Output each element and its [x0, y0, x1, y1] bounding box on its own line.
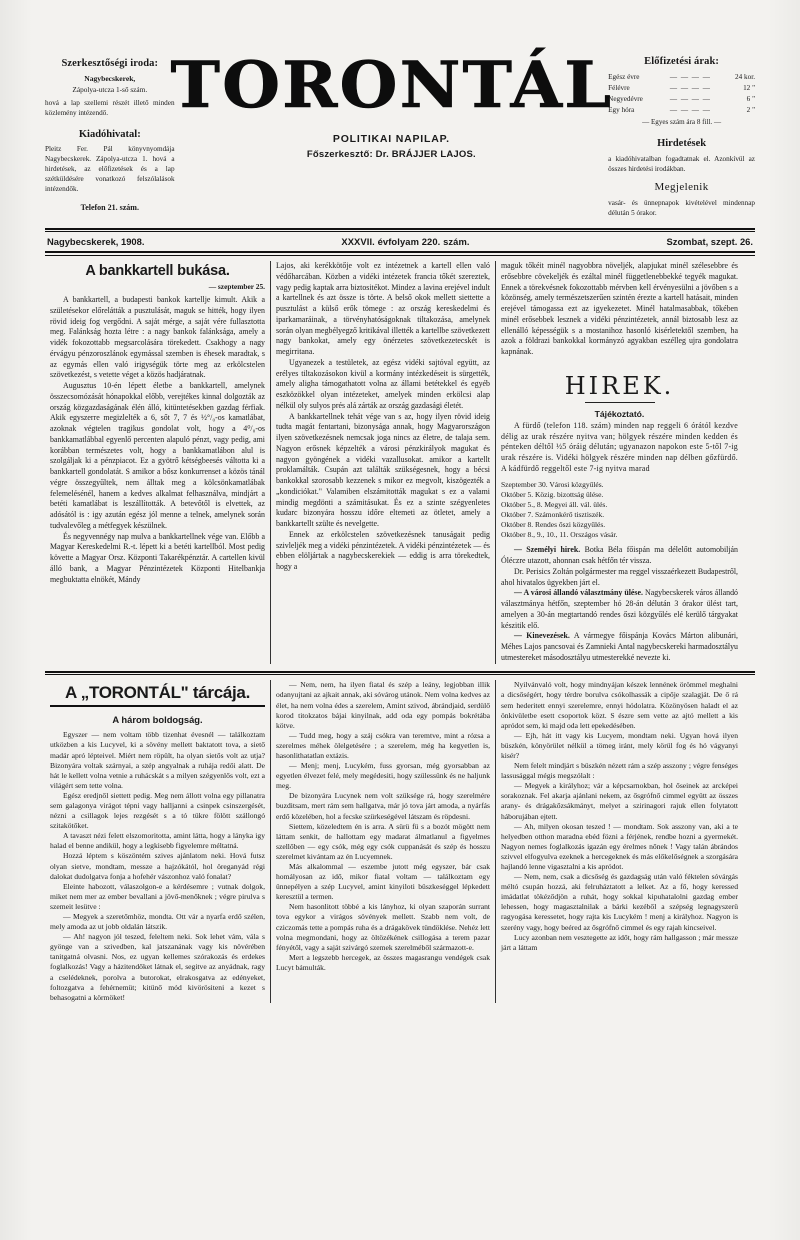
tajekoztato-text: A fürdő (telefon 118. szám) minden nap reggeli 6 órától kezdve délig az urak részére nyitva van; hölgyek részére minden kedden és pénteken déltől ½5 óráig délután; ugyanazon napokon este 5-től 7-ig urak részére is. Vidéki hölgyek részére minden nap délben gőzfürdő. A kádfürdő reggeltől este 7-ig nyitva marad — [501, 420, 738, 473]
telephone-number: Telefon 21. szám. — [80, 202, 139, 212]
price-dashes: — — — — — [669, 83, 711, 92]
price-value: 12 " — [743, 83, 755, 92]
section-divider-thick — [45, 671, 755, 673]
feuilleton-paragraph: Egyszer — nem voltam több tizenhat évesnél — találkoztam utközben a kis Lucyvel, ki a sövény mellett baktatott tova, a siető madár apró lépteivel. Miért nem röpült, ha olyan sietős volt az utja? Bizonyára voltak szárnyai, a szép angyalnak a ruhája redői alatt. De hát le kellett volna vetnie a ruhácskát s a milyen szégyenlős volt, ezt a világért sem tette volna. — [50, 730, 265, 790]
publication-heading: Megjelenik — [654, 180, 709, 193]
article-headline: A bankkartell bukása. — [85, 263, 230, 280]
feuilleton-paragraph: De bizonyára Lucynek nem volt szüksége rá, hogy szerelmére buzditsam, mert rám sem hallgatva, már jó tova járt amoda, a nyárfás erdő közelében, hol a fecske szürkeségével látszam és röpdesni. — [276, 791, 490, 821]
editor-in-chief: Főszerkesztő: Dr. BRÁJJER LAJOS. — [306, 148, 476, 160]
list-item: Október 8. Rendes őszi közgyűlés. — [501, 520, 606, 530]
list-item: Október 7. Számonkérő tisztiszék. — [501, 509, 605, 519]
feuilleton-paragraph: Más alkalommal — eszembe jutott még egyszer, bár csak homályosan az idő, mikor fiatal voltam — találkoztam egy ünnepélyen a szép Lucyvel, amint kinyiloti büszkeséggel lépkedett keresztül a termen. — [276, 862, 490, 902]
feuilleton-paragraph: A tavaszt nézi felett elszomoritotta, amint látta, hogy a lányka igy halad el benne andikül, hogy a legkisebb figyelemre méltatná. — [50, 831, 265, 851]
article-paragraph: Ennek az erkölcstelen szövetkezésnek tanuságait pedig szivleljék meg a vidéki pénzintézetek. A vidéki pénzintézetek — és ebben elöljártak a nagybecskerekiek — eddig is arra törekedtek, hogy a — [276, 529, 490, 572]
section-divider — [45, 671, 755, 676]
news-item-label: — A városi állandó választmány ülése. — [514, 588, 643, 598]
price-row — [608, 94, 755, 105]
editorial-office-heading: Szerkesztőségi iroda: — [61, 58, 159, 69]
editorial-office-note: hová a lap szellemi részét illető minden közlemény intézendő. — [45, 98, 175, 117]
dateline-bar — [45, 232, 755, 251]
news-item-text: Nagybecskerek város állandó választmánya hétfőn, szeptember hó 28-án délután 3 órakor ülést tart, amelyen a 30-án megtartandó rendes őszi közgyűlés elé kerülő tárgyakat készitik elő. — [501, 588, 738, 630]
price-row — [608, 71, 755, 82]
feuilleton-paragraph: — Nem, nem, ha ilyen fiatal és szép a leány, legjobban illik odanyujtani az ajkait annak, aki sóvárog utánok. Nem volna kedves az élet, ha nem volna édes a szerelem, Amint szivod, ábrándjaid, serdülő korod titokzatos bájai kinyilnak, add oda egy pompás bokrétába kötve. — [276, 680, 490, 730]
list-item: Október 8., 9., 10., 11. Országos vásár. — [501, 530, 618, 540]
editorial-office-city: Nagybecskerek, — [84, 74, 136, 84]
hirek-heading-rule — [585, 402, 655, 403]
feuilleton-paragraph: Egész eredjnől siettett pedig. Meg nem állott volna egy pillanatra sem galagonya virágot tépni vagy halljanni a csinpek csinszergését, nézni a csillagok lejes rezgését s a tó tükre fölött szállongó szitakötőket. — [50, 790, 265, 831]
feuilleton-paragraph: — Megyek a szeretőmhöz, mondta. Ott vár a nyarfa erdő szélen, mely amoda az ut jobb oldalán látszik. — [50, 912, 265, 932]
newspaper-subtitle: POLITIKAI NAPILAP. — [332, 132, 450, 145]
price-label: Félévre — [608, 83, 630, 92]
news-item-label: — Személyi hirek. — [514, 545, 581, 555]
news-item-text: A vármegye főispánja Kovács Márton alibunári, Méhes Lajos pancsovai és Zamnieki Antal nagybecskereki harmadosztályu utmestereket másodosztályu utmesterekké nevezte ki. — [501, 631, 738, 662]
price-row — [608, 105, 755, 116]
feuilleton-paragraph: Hozzá léptem s köszöntém szives ajánlatom neki. Hová futsz olyan sietve, mondtam, messze a hajzókától, hol öreganyád régi dalokat dudolgatva fonja a hofehér vászonhoz való fonalat? — [50, 851, 265, 881]
section-divider-thin — [45, 674, 755, 675]
dateline-divider-thin — [45, 255, 755, 256]
price-value: 24 kor. — [735, 72, 755, 81]
news-item — [501, 545, 738, 567]
feuilleton-paragraph: Nyilvánvaló volt, hogy mindnyájan készek lennének örömmel meghalni a dicsőségért, hogy térdre borulva csókolhassák a cipője szalagját. De ő rá sem hederitett ennyi szerelemre, ennyi hódolatra. Közönyösen haladt el az önkivületbe esett csoportok közt. S észre sem vette az ajtó mellett a kis apródot sem, ki majd oda lett epekedésében. — [501, 680, 738, 730]
feuilleton-paragraph: — Nem, nem, csak a dicsőség és gazdagság után való féktelen sóvárgás méltó csupán hozzá, aki felruháztatott a lelket. Az a fő, hogy keressed imádatlat tökéződjön a ruhát, hogy sokkal kipuhatalolni gazdag ember lehessen, hogy magasztalnilak a bárki kezéből a szépség legnagyszerü ragyogása keressetet, hogy rajta kis Lucykém ! menj a királyhoz. Nagyon is szerény vagy, hogy beéred az ősgrófnő cimmel és egy rajah kincseivel. — [501, 872, 738, 932]
page-sheet — [45, 42, 755, 1003]
price-label: Egész évre — [608, 72, 640, 81]
publishing-office-heading: Kiadóhivatal: — [78, 128, 141, 140]
feuilleton-paragraph: — Menj; menj, Lucykém, fuss gyorsan, még gyorsabban az egyetlen élvezet felé, mely megédesiti, hogy szülessünk és ne haljunk meg. — [276, 761, 490, 791]
single-copy-price: — Egyes szám ára 8 fill. — — [642, 118, 722, 127]
editorial-office-street: Zápolya-utcza 1-ső szám. — [72, 85, 148, 95]
feuilleton-paragraph: — Ah, milyen okosan teszed ! — mondtam. Sok asszony van, aki a te helyedben otthon maradna ebéd fözni a férjének, rendbe hozni a gyermekét. Nagyon nemes foglalkozás igazán egy érelmes nőnek ! Vagy talán ábrándos szivvel elfogyulva ezeknek a hercegeknek és más előkelőségnek a szorgására hajlandó lenne vigasztalni a kis apródot. — [501, 821, 738, 872]
publication-note: vasár- és ünnepnapok kivételével mindennap délután 5 órakor. — [608, 198, 755, 217]
price-rows — [608, 71, 755, 116]
dateline-place: Nagybecskerek, 1908. — [47, 236, 145, 248]
article-paragraph: Ugyanezek a testületek, az egész vidéki sajtóval együtt, az erélyes tiltakozásokon kivül a kormány intézkedéseit is sürgették, amely aligha támogathatott volna az állami betétekkel és egyéb eszközökkel olyan intézeteket, amelyek minden erkölcsi alap nélkül oly sulyos prés alá zárták az ország gazdasági életét. — [276, 357, 490, 410]
calendar-list — [501, 480, 738, 541]
feuilleton-paragraph: — Tudd meg, hogy a száj csókra van teremtve, mint a rózsa a szerelmes méhek ölelgetésére ; a szerelem, még ha kegyetlen is, hasonlithatatlan extázis. — [276, 730, 490, 760]
price-row — [608, 82, 755, 93]
dateline-divider-thick — [45, 251, 755, 253]
news-item — [501, 631, 738, 663]
subscription-price-table — [608, 71, 755, 116]
masthead-center-block — [170, 42, 613, 160]
masthead-left-block — [45, 42, 175, 213]
feuilleton-paragraph: Lucy azonban nem vesztegette az időt, hogy rám hallgasson ; már messze járt a láttam — [501, 932, 738, 952]
article-paragraph: A bankkartell, a budapesti bankok kartellje kimult. Akik a születésekor előrelátták a pusztulását, maguk se hitték, hogy ilyen rövid ideig fog vergődni. A saját mérge, a saját vére fullasztotta meg. Falánkság hozta létre : a nagy bankok falánksága, amely a vidék fokozottabb megsarcolására törekedett. Csakhogy a nagy érvágyu pénzoroszlánok egymással szemben is éhesek maradtak, s az egymás ellen való irigységük törte meg az erkölcstelen szövetkezést, s vetette véget a közös hadjáratnak. — [50, 295, 265, 380]
feuilleton-paragraph: — Megyek a királyhoz; vár a képcsarnokban, hol őseinek az arcképei sorakoznak. Fel akarja ajánlani nekem, az ősgrófnő cimmel együtt az összes arany- és drágakőzsákmányt, melyet a szirinagori rajuk ellen folytatott háborujában ejtett. — [501, 781, 738, 821]
masthead-right-block — [608, 42, 755, 218]
news-item — [501, 567, 738, 589]
advertisements-heading: Hirdetések — [657, 138, 707, 150]
article-byline: — szeptember 25. — [208, 282, 265, 292]
column-three — [495, 261, 743, 664]
feuilleton-heading: A „TORONTÁL" tárcája. — [64, 683, 251, 703]
feuilleton-column-three — [495, 680, 743, 1003]
column-one — [45, 261, 270, 664]
price-label: Negyedévre — [608, 95, 643, 104]
news-item-text: Botka Béla főispán ma délelőtt automobilján Óléczre utazott, ahonnan csak hétfőn tér vissza. — [501, 545, 738, 566]
news-item-text: Dr. Perisics Zoltán polgármester ma reggel visszaérkezett Budapestről, ahol hivatalos ügyekben járt el. — [501, 566, 738, 587]
article-paragraph: És negyvennégy nap mulva a bankkartellnek vége van. Előbb a Magyar Kereskedelmi R.-t. lépett ki a betéti kartellból. Most pedig követte a Magyar Orsz. Központi Takarékpénztár. A cartellen kivül álló bank, a Magyar Pénzintézetek Központi Hitelbankja megbuktatta elnökét, Mándy — [50, 531, 265, 584]
feuilleton-column-one — [45, 680, 270, 1003]
newspaper-title: TORONTÁL — [170, 48, 613, 123]
feuilleton-columns — [45, 680, 755, 1003]
masthead — [45, 42, 755, 218]
feuilleton-paragraph: Nem felelt mindjárt s büszkén nézett rám a szép asszony ; végre fenséges lassusággal mégis megszólalt : — [501, 761, 738, 781]
news-item — [501, 588, 738, 631]
list-item: Szeptember 30. Városi közgyűlés. — [501, 479, 604, 489]
dateline-issue: XXXVII. évfolyam 220. szám. — [341, 236, 470, 248]
news-item-label: — Kinevezések. — [514, 631, 570, 641]
feuilleton-column-two — [270, 680, 495, 1003]
feuilleton-paragraph: Eleinte habozott, válaszolgon-e a kérdésemre ; vutnak dolgok, miket nem mer az ember bevallani a jövő-menőknek ; végre pirulva s szemeit lesütve : — [50, 881, 265, 911]
publisher-info: Pleitz Fer. Pál könyvnyomdája Nagybecskerek. Zápolya-utcza 1. hová a hirdetések, az előfizetések és a lap szétküldésére vonatkozó felszólalások intézendők. — [45, 145, 175, 194]
list-item: Október 5. Közig. bizottság ülése. — [501, 489, 604, 499]
feuilleton-subtitle: A három boldogság. — [112, 714, 203, 726]
price-dashes: — — — — — [669, 95, 711, 104]
masthead-divider-thick — [45, 228, 755, 230]
dateline-date: Szombat, szept. 26. — [666, 236, 753, 248]
advertisements-note: a kiadóhivatalban fogadtatnak el. Azonkívül az összes hirdetési irodákban. — [608, 154, 755, 173]
price-label: Egy hóra — [608, 106, 635, 115]
price-dashes: — — — — — [669, 106, 711, 115]
article-paragraph: maguk tőkéit minél nagyobbra növeljék, alapjukat minél szélesebbre és erősebbre cövekeljék és ezáltal minél függetlenebbekké tegyék magukat. Ennek a törekvésnek fokozottabb mérvben kell érvényesülni a jövőben s a közönség, amely természetszerűen szintén érezte a kartell hatásait, minden erejével támogassa ezt az igyekezetet. Minél hatalmasabbak, tőkében minél erősebbek lesznek a vidéki pénzintézetek, annál biztosabb lesz az ellenálló képességük s a mostanihoz hasonló kisérletektől szemben, ha azok a földrazi bankokkal kormányzó agyakban eszélleg ujra gondolatra kapnának. — [501, 261, 738, 357]
price-value: 6 " — [746, 95, 755, 104]
column-two — [270, 261, 495, 664]
feuilleton-paragraph: — Ejh, hát itt vagy kis Lucyem, mondtam neki. Ugyan hová ilyen büszkén, könyörület nélkül a tömeg iránt, mely körül fog és hó vágyanyi kisér? — [501, 730, 738, 760]
article-paragraph: Augusztus 10-én lépett életbe a bankkartell, amelynek összecsomózását hónapokkal előbb, verejtékes kinnal dolgozták az ország közgazdaságának élén álló, kitüntetésekben gazdag férfiak. Akik egyszerre megizlelték a 6, sőt 7, 7 és ½°/₀-os kamatlábat, azoknak végtelen tragikus gondolat volt, hogy a 4⁰/₀-os bankkamatlábbal egyenlő percenten alapuló pénzt, vagy pedig, ami korábban természetes volt, hogy a bankkamatlábon alul is szolgáljak ki a pénzpiacot. Ez a gyötrő kétségbeesés váltotta ki a bankkartell gondolatát. S amikor a bősz konkurrenset a közös tánál végre összegyűltek, nem álltak meg a kölcsönkamatlábak felemelésénél, hanem a kedves alkalmat felhasználva, mindjárt a betéti kamatlábat is leszállították. A betevőtől is elvettek, az adósától is : igy azután egész jól menne a telnek, amelynek során tudvalevőleg a métfegyek készülnek. — [50, 381, 265, 530]
feuilleton-paragraph: — Ah! nagyon jól teszed, feleltem neki. Sok lehet vám, vála s gyönge van a szivedben, kal jatszanának vagy kis növérében tanitgatná olvasni. Nos, ez ugyan kellemes szórakozás és erdekes foglalkozás! Vagy a házitendőket látnak el, segitve az anyádnak, ragy a cselédeknek, porolva a butorokat, elrakosgatva az edényeket, foltozgatva a fehérnemüt; kitünő mód kivörösiteni a kezet s behasogatni a körmöket! — [50, 932, 265, 1002]
price-dashes: — — — — — [669, 72, 711, 81]
feuilleton-paragraph: Mert a legszebb hercegek, az összes magasrangu vendégek csak Lucyt bámulták. — [276, 952, 490, 972]
hirek-section-heading: HIREK. — [564, 371, 675, 400]
article-paragraph: A bankkartellnek tehát vége van s az, hogy ilyen rövid ideig tudta magát fentartani, bizonysága annak, hogy Magyarországon ilyen szövetkezésnek nemcsak joga nincs az életre, de talaja sem. Nagyon erősnek képzelték a városi pénzkirályok magukat és nagyon gyöngének a vidéki vazallusokat. amikor a kartellt proklamálták. Csupán azt találták szükségesnek, hogy a bécsi bankokkal szorosabb kezzenek s mikor ez megvolt, kiszögezték a „kondiciókat." Valamiben elszámitották magukat s ez a valami mindig megdönti a számitásukat. És ez a szinte szégyenletes kudarc bizonyára hosszu időre eltemeti az ötletet, amely a bankkartellt szülte és nevelgette. — [276, 411, 490, 529]
feuilleton-paragraph: Siettem, közeledtem én is arra. A sürü fü s a bozót mögött nem láttam senkit, de hallottam egy madarat álmatlanul a figyelmes szellőben — egy csók, még egy csók cuppanását és szép és hosszu szerelmet kivántam az én Lucyemnek. — [276, 821, 490, 861]
main-columns — [45, 261, 755, 664]
subscription-prices-heading: Előfizetési árak: — [644, 56, 720, 67]
price-value: 2 " — [746, 106, 755, 115]
tajekoztato-heading: Tájékoztató. — [594, 408, 645, 419]
article-paragraph: Lajos, aki kerékkötője volt ez intézetnek a kartell ellen való védőharcában. Közben a vidéki intézetek francia tőkét szereztek, vagy pedig kaptak arra biztositékot. Mindez a lavina erejével indult a kartellnek és azt össze is törte. A belső okok mellett siettette a pusztulást a külső erők tömege : az ország kereskedelmi és iparkamaráinak, a törvényhatóságoknak tiltakozása, amelynek során olyan megbélyegző kritikával illették a kartellbe szövetkezett nagy bankokat, amely egy önérzetes szövetkezetecskét is megirritana. — [276, 261, 490, 357]
list-item: Október 5., 8. Megyei áll. vál. ülés. — [501, 499, 608, 509]
feuilleton-paragraph: Nem hasonlitott többé a kis lányhoz, ki olyan szaporán surrant tova egykor a virágos sövények mellett. Szabb nem volt, de cziczomás tette a pompás ruha és a drágakövek tündöklése. Nehéz lett volna megmondani, hogy az öltözékének csillogása a terem pazar fényétől, vagy a saját szivárgó szemek szerelméből származott-e. — [276, 902, 490, 952]
feuilleton-heading-rule — [50, 705, 265, 707]
